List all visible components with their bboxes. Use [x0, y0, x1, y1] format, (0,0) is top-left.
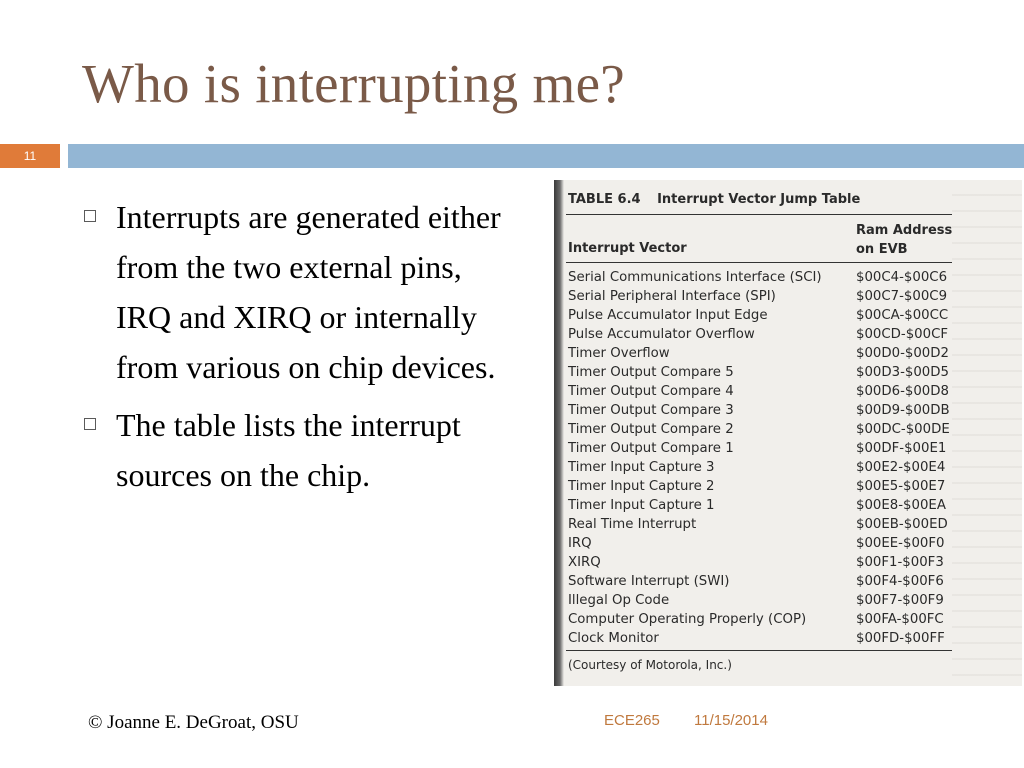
table-row: [568, 363, 958, 382]
interrupt-vector-cell: Pulse Accumulator Input Edge: [568, 308, 768, 323]
interrupt-vector-cell: Serial Communications Interface (SCI): [568, 270, 822, 285]
table-bottom-rule: [566, 650, 952, 651]
column-header-interrupt-vector: Interrupt Vector: [568, 241, 687, 256]
table-row: [568, 458, 958, 477]
table-row: [568, 287, 958, 306]
table-row: [568, 268, 958, 287]
interrupt-vector-cell: IRQ: [568, 536, 592, 551]
ram-address-cell: $00E8-$00EA: [856, 498, 946, 513]
table-row: [568, 344, 958, 363]
scanned-table-image: [554, 180, 1022, 686]
bullet-item: [82, 400, 522, 500]
ram-address-cell: $00C4-$00C6: [856, 270, 948, 285]
ram-address-cell: $00C7-$00C9: [856, 289, 948, 304]
table-caption-name: Interrupt Vector Jump Table: [657, 192, 861, 207]
table-source-note: (Courtesy of Motorola, Inc.): [568, 658, 732, 672]
ram-address-cell: $00DC-$00DE: [856, 422, 950, 437]
footer-date: 11/15/2014: [694, 712, 768, 729]
interrupt-vector-cell: Serial Peripheral Interface (SPI): [568, 289, 776, 304]
table-row: [568, 382, 958, 401]
table-body: [568, 268, 958, 648]
footer-copyright: © Joanne E. DeGroat, OSU: [88, 712, 299, 733]
bullet-list: [82, 192, 522, 508]
table-row: [568, 553, 958, 572]
table-row: [568, 534, 958, 553]
bullet-text: Interrupts are generated either from the two external pins, IRQ and XIRQ or internally from various on chip devices.: [116, 199, 501, 385]
table-row: [568, 591, 958, 610]
table-row: [568, 325, 958, 344]
slide-number: 11: [0, 144, 60, 168]
bullet-item: [82, 192, 522, 392]
ram-address-cell: $00CA-$00CC: [856, 308, 949, 323]
ram-address-cell: $00FA-$00FC: [856, 612, 944, 627]
table-row: [568, 439, 958, 458]
ram-address-cell: $00D3-$00D5: [856, 365, 949, 380]
table-row: [568, 420, 958, 439]
interrupt-vector-cell: XIRQ: [568, 555, 601, 570]
ram-address-cell: $00F4-$00F6: [856, 574, 944, 589]
ram-address-cell: $00F7-$00F9: [856, 593, 944, 608]
interrupt-vector-cell: Timer Output Compare 4: [568, 384, 734, 399]
square-bullet-icon: [84, 210, 96, 222]
table-row: [568, 477, 958, 496]
interrupt-vector-cell: Computer Operating Properly (COP): [568, 612, 807, 627]
table-row: [568, 515, 958, 534]
interrupt-vector-cell: Timer Output Compare 2: [568, 422, 734, 437]
table-row: [568, 572, 958, 591]
slide-title: Who is interrupting me?: [82, 53, 626, 114]
ram-address-cell: $00EE-$00F0: [856, 536, 945, 551]
title-rule-bar: [68, 144, 1024, 168]
square-bullet-icon: [84, 418, 96, 430]
interrupt-vector-cell: Timer Output Compare 5: [568, 365, 734, 380]
ram-address-cell: $00DF-$00E1: [856, 441, 947, 456]
column-header-ram-address: Ram Address on EVB: [856, 223, 953, 257]
interrupt-vector-cell: Illegal Op Code: [568, 593, 670, 608]
ram-address-cell: $00E5-$00E7: [856, 479, 946, 494]
interrupt-vector-cell: Clock Monitor: [568, 631, 659, 646]
ram-address-cell: $00F1-$00F3: [856, 555, 944, 570]
bullet-text: The table lists the interrupt sources on the chip.: [116, 407, 461, 493]
table-row: [568, 629, 958, 648]
table-row: [568, 610, 958, 629]
table-caption-label: TABLE 6.4: [568, 192, 641, 207]
table-row: [568, 401, 958, 420]
interrupt-vector-cell: Real Time Interrupt: [568, 517, 697, 532]
interrupt-vector-cell: Pulse Accumulator Overflow: [568, 327, 755, 342]
interrupt-vector-cell: Timer Input Capture 1: [568, 498, 715, 513]
interrupt-vector-cell: Timer Output Compare 3: [568, 403, 734, 418]
interrupt-vector-cell: Timer Overflow: [568, 346, 670, 361]
interrupt-vector-cell: Timer Input Capture 2: [568, 479, 715, 494]
interrupt-vector-cell: Timer Output Compare 1: [568, 441, 734, 456]
ram-address-cell: $00CD-$00CF: [856, 327, 949, 342]
footer-course: ECE265: [604, 712, 660, 729]
book-spine-shadow: [554, 180, 564, 686]
ram-address-cell: $00D9-$00DB: [856, 403, 950, 418]
table-top-rule: [566, 214, 952, 215]
ram-address-cell: $00FD-$00FF: [856, 631, 945, 646]
interrupt-vector-cell: Software Interrupt (SWI): [568, 574, 730, 589]
table-caption: [568, 192, 860, 207]
ram-address-cell: $00E2-$00E4: [856, 460, 946, 475]
interrupt-vector-cell: Timer Input Capture 3: [568, 460, 715, 475]
table-row: [568, 496, 958, 515]
header-rule: [566, 262, 952, 263]
ram-address-cell: $00D0-$00D2: [856, 346, 949, 361]
ram-address-cell: $00D6-$00D8: [856, 384, 949, 399]
ram-address-cell: $00EB-$00ED: [856, 517, 948, 532]
table-row: [568, 306, 958, 325]
bleed-through-text: [952, 180, 1022, 686]
